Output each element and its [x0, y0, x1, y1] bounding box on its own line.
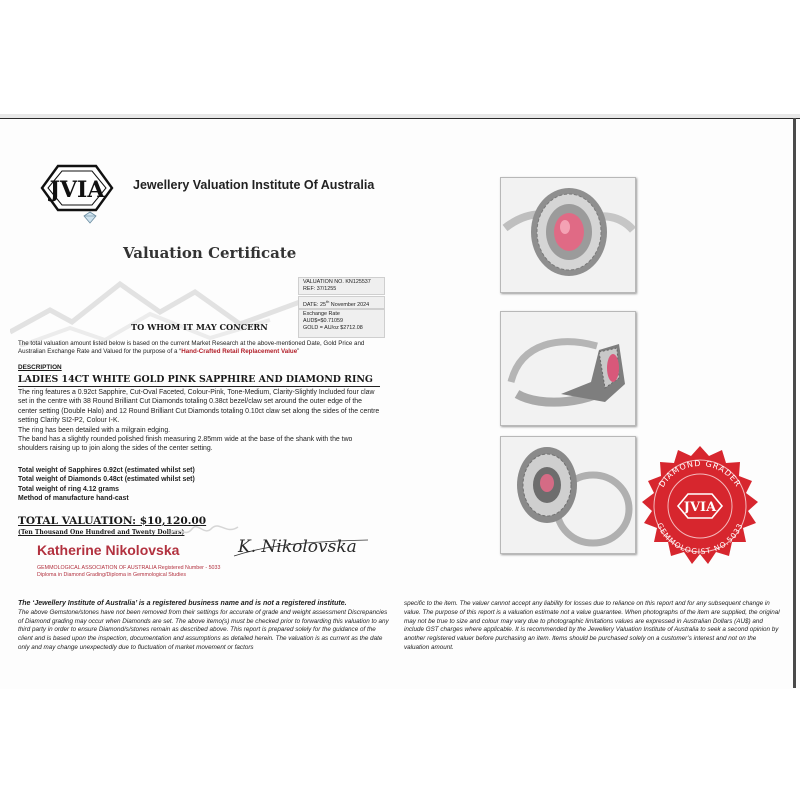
- intro-text: The total valuation amount listed below is based on the current Market Research at the above-mentioned Date, Gold Price and Australian Exchange Rate and Valued for the purpose of a “Hand-Crafted Retail Replacement Value”: [18, 340, 365, 356]
- weight-line: Total weight of Sapphires 0.92ct (estimated whilst set): [18, 467, 195, 474]
- signer-name: Katherine Nikolovska: [37, 542, 180, 558]
- mountain-watermark-icon: [10, 262, 300, 347]
- svg-text:DIAMOND GRADER: DIAMOND GRADER: [657, 458, 743, 489]
- valuation-purpose: Hand-Crafted Retail Replacement Value: [181, 348, 298, 356]
- description-paragraph: The ring has been detailed with a milgrain edging.: [18, 426, 171, 434]
- description-label: DESCRIPTION: [18, 364, 62, 371]
- exchange-gold: GOLD = AU/oz $2712.08: [303, 325, 363, 331]
- svg-text:GEMMOLOGIST NO.5033: GEMMOLOGIST NO.5033: [655, 521, 745, 557]
- disclaimer-right: specific to the item. The valuer cannot accept any liability for losses due to reliance on this report and for any subsequent change in value. The purpose of this report is a valuation estimate not a value guarantee. When photographs of the item are supplied, the original may not be true to size and colour may vary due to photographic limitations values are expressed in Australian Dollars (AU$) and include GST charges where applicable. It is recommended by the Jewellery Valuation Institute of Australia to seek a second opinion by another registered valuer before purchasing an item. Items should be purchased solely on a customer’s interest and not on the valuation amount.: [404, 600, 780, 651]
- diploma-line: Diploma in Diamond Grading/Diploma in Gemmological Studies: [37, 572, 186, 579]
- ring-photo-top-view: [500, 177, 636, 293]
- weight-line: Method of manufacture hand-cast: [18, 495, 129, 503]
- certificate-title: Valuation Certificate: [123, 244, 297, 262]
- item-title: LADIES 14CT WHITE GOLD PINK SAPPHIRE AND DIAMOND RING: [18, 374, 380, 387]
- ring-photo-side-view: [500, 311, 636, 426]
- handwritten-signature: [228, 528, 378, 564]
- ring-photo-back-view: [500, 436, 636, 554]
- exchange-rate-box: [298, 309, 385, 338]
- description-paragraph: The ring features a 0.92ct Sapphire, Cut-Oval Faceted, Colour-Pink, Tone-Medium, Clarity-Slightly Included four claw set in the centre with 38 Round Brilliant Cut Diamonds totaling 0.38ct bezel/claw set around the outer edge of the center setting (Double Halo) and 12 Round Brilliant Cut Diamonds totaling 0.10ct claw set along the sides of the centre setting Clarity SI2-P2, Colour I-K.: [18, 389, 380, 425]
- item-description: [18, 388, 380, 454]
- total-valuation-words: (Ten Thousand One Hundred and Twenty Dollars): [18, 529, 185, 536]
- disclaimer-left: [18, 600, 390, 653]
- jvia-logo-icon: [36, 160, 118, 226]
- signer-credentials: [37, 565, 220, 579]
- association-line: GEMMOLOGICAL ASSOCIATION OF AUSTRALIA Registered Number - 5033: [37, 565, 221, 571]
- addressee: TO WHOM IT MAY CONCERN: [131, 322, 268, 332]
- reference-box: [298, 277, 385, 295]
- exchange-aud: AUD$=$0.71059: [303, 318, 344, 324]
- disclaimer-lead: The ‘Jewellery Institute of Australia’ is a registered business name and is not a registered institute.: [18, 600, 347, 607]
- institute-name: Jewellery Valuation Institute Of Australia: [133, 178, 375, 192]
- exchange-label: Exchange Rate: [303, 311, 340, 317]
- page-right-edge: [793, 118, 796, 688]
- svg-text:JVIA: JVIA: [683, 500, 717, 515]
- total-valuation: TOTAL VALUATION: $10,120.00: [18, 515, 207, 527]
- date-box: [298, 296, 385, 309]
- reference-number: REF: 37/1255: [303, 286, 337, 292]
- svg-text:K. Nikolovska: K. Nikolovska: [238, 537, 357, 557]
- valuation-date: DATE: 25th November 2024: [303, 299, 370, 308]
- weights-list: [18, 466, 195, 504]
- gemmologist-seal-icon: [636, 444, 764, 572]
- disclaimer-text: The above Gemstone/stones have not been removed from their settings for accurate of grade and weight assessment Discrepancies of Diamond grading may occur when Diamonds are set. The above itemo(s) must be checked prior to forwarding this valuation to any third party in order to ensure Diamond/s/stones remain as described above. This report is prepared solely for the guidance of the client and is based upon the inspection, documentation and assumptions as detailed herein. The valuation is as current as the date only and may change unexpectedly due to fluctuation of market movement or factors: [18, 608, 389, 651]
- logo-text: JVIA: [49, 177, 105, 203]
- weight-line: Total weight of ring 4.12 grams: [18, 485, 119, 493]
- weight-line: Total weight of Diamonds 0.48ct (estimated whilst set): [18, 476, 195, 484]
- valuation-number: VALUATION NO. KN125537: [303, 279, 371, 285]
- description-paragraph: The band has a slightly rounded polished finish measuring 2.85mm wide at the base of the shank with the two shoulders raising up to join along the sides of the center setting.: [18, 436, 353, 453]
